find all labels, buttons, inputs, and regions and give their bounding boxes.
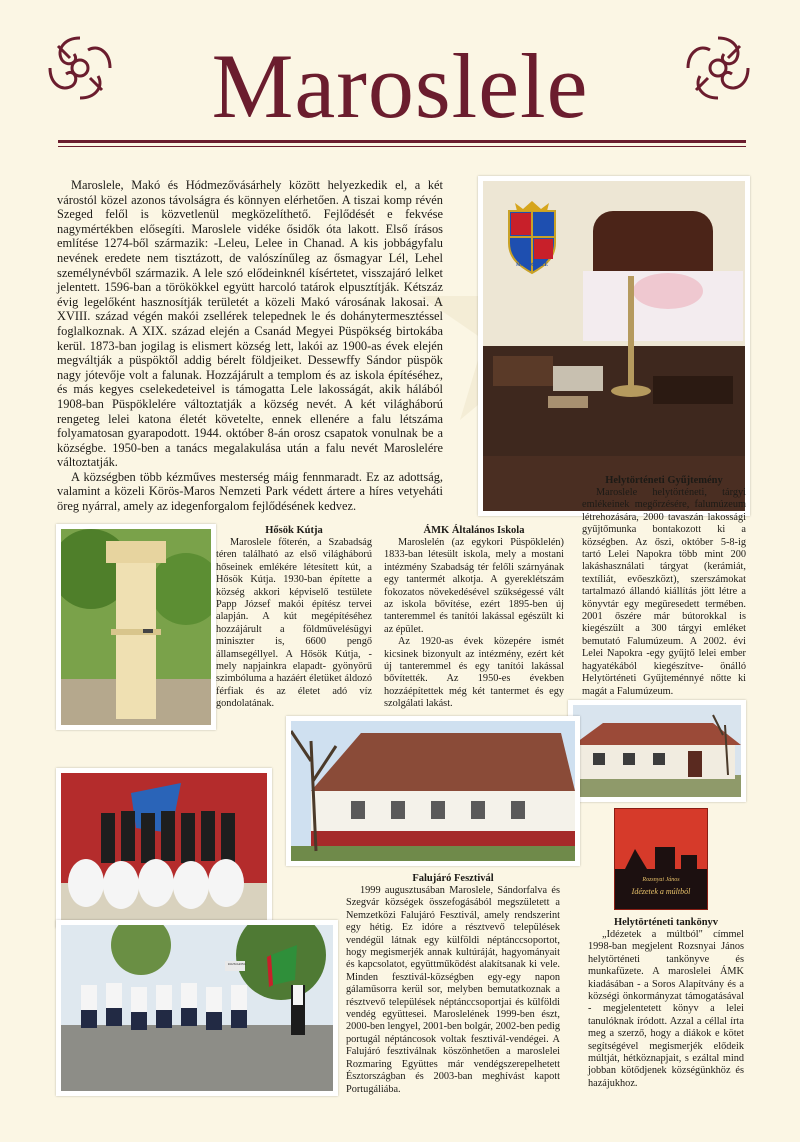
intro-text [57,178,443,514]
book-text: „Idézetek a múltból" címmel 1998-ban megjelent Rozsnyai János helytörténeti tankönyve és munkafüzete. A maroslelei ÁMK kiadásában - a Soros Alapítvány és a községi önkormányzat támogatásával - megjelentetett könyv a lelei tanulóknak íródott. Azzal a céllal írta meg a szerző, hogy a diákok e kötet segítségével megismerjék elődeik múltját, hétköznapjait, s ezáltal mind jobban kötődjenek községünkhöz és hazájukhoz. [588,929,744,1089]
museum-title: Helytörténeti Gyűjtemény [605,475,723,486]
festival-section [346,872,560,1096]
intro-paragraph: Maroslele, Makó és Hódmezővásárhely között helyezkedik el, a két várostól közel azonos távolságra és könnyen elérhetően. A tiszai komp révén Szeged felől is közvetlenül megközelíthető. Fejlődését e fekvése nagymértékben elősegíti. Maroslele vidéke ősidők óta lakott. Első írásos említése 1274-ből származik: -Leleu, Lelee in Chanad. A kis jobbágyfalu nevének eredete nem tisztázott, de valószínűleg az ősmagyar Lél, Lehel személynévből származik. A lele szó elődeinknél kísértetet, visszajáró lelket jelentett. 1596-ban a törökökkel együtt harcoló tatárok elpusztítják. Kétszáz évig legelőként hasznosítják területét a közeli Makó városának lakosai. A XVIII. század végén makói zsellérek telepednek le és dohánytermesztéssel foglalkoznak. A XIX. század elején a Csanád Megyei Püspökség birtokába kerül. 1873-ban jogilag is elismert község lett, lakói az 1900-as évek elején megváltják a püspöktől addig bérelt földjeiket. Dessewffy Sándor püspök nagy jótevője volt a falunak. Hozzájárult a templom és az iskola építéséhez, és más kegyes cselekedeteivel is támogatta Lele lakosságát, akik hálából 1908-ban Püspöklelére változtatják a község nevét. A két világháború rengeteg lelei katona életét követelte, ennek ellenére a falu létszáma folyamatosan gyarapodott. 1944. október 8-án orosz csapatok vonulnak be a községbe. 1950-ben a tanács megalakulása után a falu nevét Maroslelére változtatják. [57,178,443,470]
intro-paragraph: A községben több kézműves mesterség máig fennmaradt. Ez az adottság, valamint a közeli Körös-Maros Nemzeti Park védett ártere a híres vetyeháti öreg nyárral, amely az idegenforgalom fejlődésének kedvez. [57,469,443,514]
festival-title: Falujáró Fesztivál [412,873,494,884]
crest-label: MAROSLELE [516,263,548,268]
museum-section [582,474,746,698]
book-title: Helytörténeti tankönyv [613,917,719,928]
festival-sign-text: ROZMARING [227,962,247,966]
title-rule-thin [58,146,746,147]
museum-building-photo [568,700,746,802]
festival-parade-photo [56,920,338,1096]
festival-text: 1999 augusztusában Maroslele, Sándorfalva és Szegvár községek összefogásából megszületett a Nemzetközi Falujáró Fesztivál, amely rendszerint egy hétig. Ez idóre a résztvevő települések vendégül látnak egy külföldi néptánccsoportot, hogy megismerjék annak kultúráját, hagyományait és kapcsolatot, együttműködést alakítsanak ki vele. Minden fesztivál-községben egy-egy napon gálaműsorra kerül sor, melyben bemutatkoznak a résztvevő települések néptánccsoportjai és külföldi vendég együttesei. Maroslelének 1999-ben észt, 2000-ben lengyel, 2001-ben bolgár, 2002-ben pedig portugál néptáncosok voltak fesztivál-vendégei. A Falujáró fesztiválnak köszönhetően a maroslelei Rozmaring Együttes már vendégszerepelhetett Észtországban és 2003-ban meghívást kapott Portugáliába. [346,885,560,1095]
book-cover-author: Rozsnyai János [642,877,680,883]
heroes-well-section [216,524,372,711]
school-section [384,524,564,711]
book-cover [614,808,708,910]
title-rule [58,140,746,143]
dance-group-photo [56,768,272,928]
heroes-well-text: Maroslele főterén, a Szabadság téren található az első világháború hőseinek emlékére létesített kút, a Hősök Kútja. 1930-ban építette a község akkori képviselő testülete Papp József makói építész tervei alapján. A kút megépítéséhez hozzájárult a földművelésügyi miniszter is, 6600 pengő államsegéllyel. A Hősök Kútja, - mely napjainkra elapadt- gyönyörű szimbóluma a hazáért életüket áldozó férfiak és az életet adó víz gondolatának. [216,537,372,710]
book-cover-title: Idézetek a múltból [631,887,691,896]
school-title: ÁMK Általános Iskola [423,525,525,536]
heroes-well-photo [56,524,216,730]
museum-text: Maroslele helytörténeti, tárgyi emlékeinek megőrzésére, falumúzeum létrehozására, 2000 tavaszán lakossági gyűjtőmunka bontakozott ki a községben. Az őszi, október 5-8-ig tartó Lelei Napokra több mint 200 lakáshasználati tárgyat (kerámiát, textíliát, evőeszközt), szerszámokat tartalmazó állandó kiállítás jött létre a könyvtár egy megüresedett termében. 2001 őszére már bútorokkal is kiegészült a 300 tárgyi emléket bemutató Falumúzeum. A 2002. évi Lelei Napokra -egy gyűjtő lelei ember hagyatékából kiegészítve- önálló Helytörténeti Gyűjteménnyé nőtte ki magát a Falumúzeum. [582,487,746,697]
book-section [588,916,744,1090]
school-paragraph: Az 1920-as évek közepére ismét kicsinek bizonyult az intézmény, ezért két új tanteremmel és egy tanítói lakással bővítették. Az 1950-es években hozzáépítettek még két tantermet és egy szolgálati lakást. [384,636,564,710]
page-title: Maroslele [211,35,589,137]
heroes-well-title: Hősök Kútja [265,525,323,536]
museum-photo [478,176,750,516]
village-crest-icon [503,199,561,277]
school-photo [286,716,580,866]
school-paragraph: Maroslelén (az egykori Püspöklelén) 1833-ban létesült iskola, mely a mostani intézmény Szabadság tér felőli szárnyának egy tantermét alkotja. A gyereklétszám fokozatos növekedésével szükségessé vált az iskola bővítése, ezért 1895-ben új tanteremmel és tanítói lakással egészült ki az épület. [384,537,564,635]
